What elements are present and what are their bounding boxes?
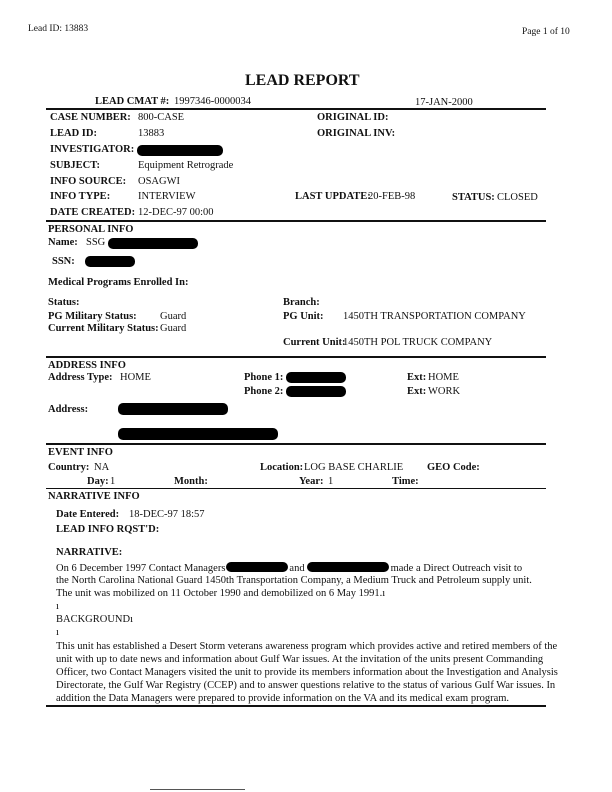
- subject-label: SUBJECT:: [50, 160, 100, 171]
- status: CLOSED: [497, 192, 538, 203]
- cmat-label: LEAD CMAT #:: [95, 96, 170, 107]
- address-type: HOME: [120, 372, 151, 383]
- narrative-label: NARRATIVE:: [56, 547, 123, 558]
- day-label: Day:: [87, 476, 109, 487]
- pg-military-status-label: PG Military Status:: [48, 311, 137, 322]
- country-label: Country:: [48, 462, 90, 473]
- header-lead-id: Lead ID: 13883: [28, 24, 89, 34]
- status-label: STATUS:: [452, 192, 495, 203]
- ext1: HOME: [428, 372, 459, 383]
- redaction: [137, 145, 223, 156]
- narrative-mark: ı: [56, 601, 59, 612]
- geo-code-label: GEO Code:: [427, 462, 480, 473]
- current-military-status: Guard: [160, 323, 187, 334]
- ssn-label: SSN:: [52, 256, 75, 267]
- date-entered-label: Date Entered:: [56, 509, 120, 520]
- lead-id: 13883: [138, 128, 165, 139]
- current-unit-label: Current Unit:: [283, 337, 346, 348]
- last-update-label: LAST UPDATE:: [295, 191, 371, 202]
- cmat-value: 1997346-0000034: [174, 96, 251, 107]
- page-number: Page 1 of 10: [522, 27, 570, 37]
- year-label: Year:: [299, 476, 324, 487]
- info-type: INTERVIEW: [138, 191, 196, 202]
- info-type-label: INFO TYPE:: [50, 191, 111, 202]
- address-label: Address:: [48, 404, 89, 415]
- date-created-label: DATE CREATED:: [50, 207, 136, 218]
- original-id-label: ORIGINAL ID:: [317, 112, 389, 123]
- narrative-line-1: [56, 562, 522, 574]
- personal-info-heading: PERSONAL INFO: [48, 224, 134, 235]
- divider: [46, 705, 546, 707]
- ext2-label: Ext:: [407, 386, 427, 397]
- redaction: [286, 372, 346, 383]
- redaction: [226, 562, 288, 572]
- info-source: OSAGWI: [138, 176, 180, 187]
- lead-id-label: LEAD ID:: [50, 128, 97, 139]
- redaction: [307, 562, 389, 572]
- divider: [46, 108, 546, 110]
- report-date: 17-JAN-2000: [415, 97, 473, 108]
- day: 1: [110, 476, 116, 487]
- lead-info-requested-label: LEAD INFO RQST'D:: [56, 524, 160, 535]
- ext1-label: Ext:: [407, 372, 427, 383]
- time-label: Time:: [392, 476, 419, 487]
- current-military-status-label: Current Military Status:: [48, 323, 159, 334]
- location: LOG BASE CHARLIE: [304, 462, 404, 473]
- narrative-mark: ı: [56, 627, 59, 638]
- narrative-text: and: [289, 563, 305, 574]
- last-update: 20-FEB-98: [368, 191, 416, 202]
- divider: [46, 443, 546, 445]
- divider: [46, 356, 546, 358]
- phone2-label: Phone 2:: [244, 386, 284, 397]
- name-label: Name:: [48, 237, 78, 248]
- status-label: Status:: [48, 297, 80, 308]
- narrative-text: The unit was mobilized on 11 October 1990 and demobilized on 6 May 1991.ı: [56, 588, 386, 599]
- phone1-label: Phone 1:: [244, 372, 284, 383]
- ext2: WORK: [428, 386, 461, 397]
- redaction: [118, 403, 228, 415]
- pg-unit: 1450TH TRANSPORTATION COMPANY: [343, 311, 526, 322]
- redaction: [108, 238, 198, 249]
- investigator-label: INVESTIGATOR:: [50, 144, 135, 155]
- branch-label: Branch:: [283, 297, 320, 308]
- pg-unit-label: PG Unit:: [283, 311, 324, 322]
- medical-programs-label: Medical Programs Enrolled In:: [48, 277, 189, 288]
- year: 1: [328, 476, 334, 487]
- event-info-heading: EVENT INFO: [48, 447, 113, 458]
- info-source-label: INFO SOURCE:: [50, 176, 127, 187]
- narrative-text: On 6 December 1997 Contact Managers: [56, 563, 226, 574]
- background-label: BACKGROUNDı: [56, 614, 134, 625]
- background-paragraph: This unit has established a Desert Storm veterans awareness program which provides active and retired members of the unit with up to date news and information about Gulf War issues. At the invitation of the units present Commanding Officer, two Contact Managers visited the unit to provide its members information about the Investigation and Analysis Directorate, the Gulf War Registry (CCEP) and to answer questions relative to the status of various Gulf War issues. In addition the Data Managers were prepared to provide information on the VA and its medical exam program.: [56, 641, 558, 704]
- page-title: LEAD REPORT: [245, 72, 360, 89]
- date-created: 12-DEC-97 00:00: [138, 207, 214, 218]
- current-unit: 1450TH POL TRUCK COMPANY: [343, 337, 493, 348]
- location-label: Location:: [260, 462, 304, 473]
- date-entered: 18-DEC-97 18:57: [129, 509, 205, 520]
- redaction: [118, 428, 278, 440]
- divider: [46, 220, 546, 222]
- redaction: [286, 386, 346, 397]
- original-inv-label: ORIGINAL INV:: [317, 128, 396, 139]
- case-number: 800-CASE: [138, 112, 185, 123]
- name-prefix: SSG: [86, 237, 106, 248]
- narrative-info-heading: NARRATIVE INFO: [48, 491, 140, 502]
- redaction: [85, 256, 135, 267]
- address-type-label: Address Type:: [48, 372, 113, 383]
- pg-military-status: Guard: [160, 311, 187, 322]
- narrative-text: made a Direct Outreach visit to: [390, 563, 523, 574]
- subject: Equipment Retrograde: [138, 160, 234, 171]
- narrative-text: the North Carolina National Guard 1450th Transportation Company, a Medium Truck and Petroleum supply unit.: [56, 575, 532, 586]
- address-info-heading: ADDRESS INFO: [48, 360, 126, 371]
- country: NA: [94, 462, 110, 473]
- footer-line: [150, 789, 245, 790]
- divider: [46, 488, 546, 489]
- month-label: Month:: [174, 476, 208, 487]
- case-number-label: CASE NUMBER:: [50, 112, 131, 123]
